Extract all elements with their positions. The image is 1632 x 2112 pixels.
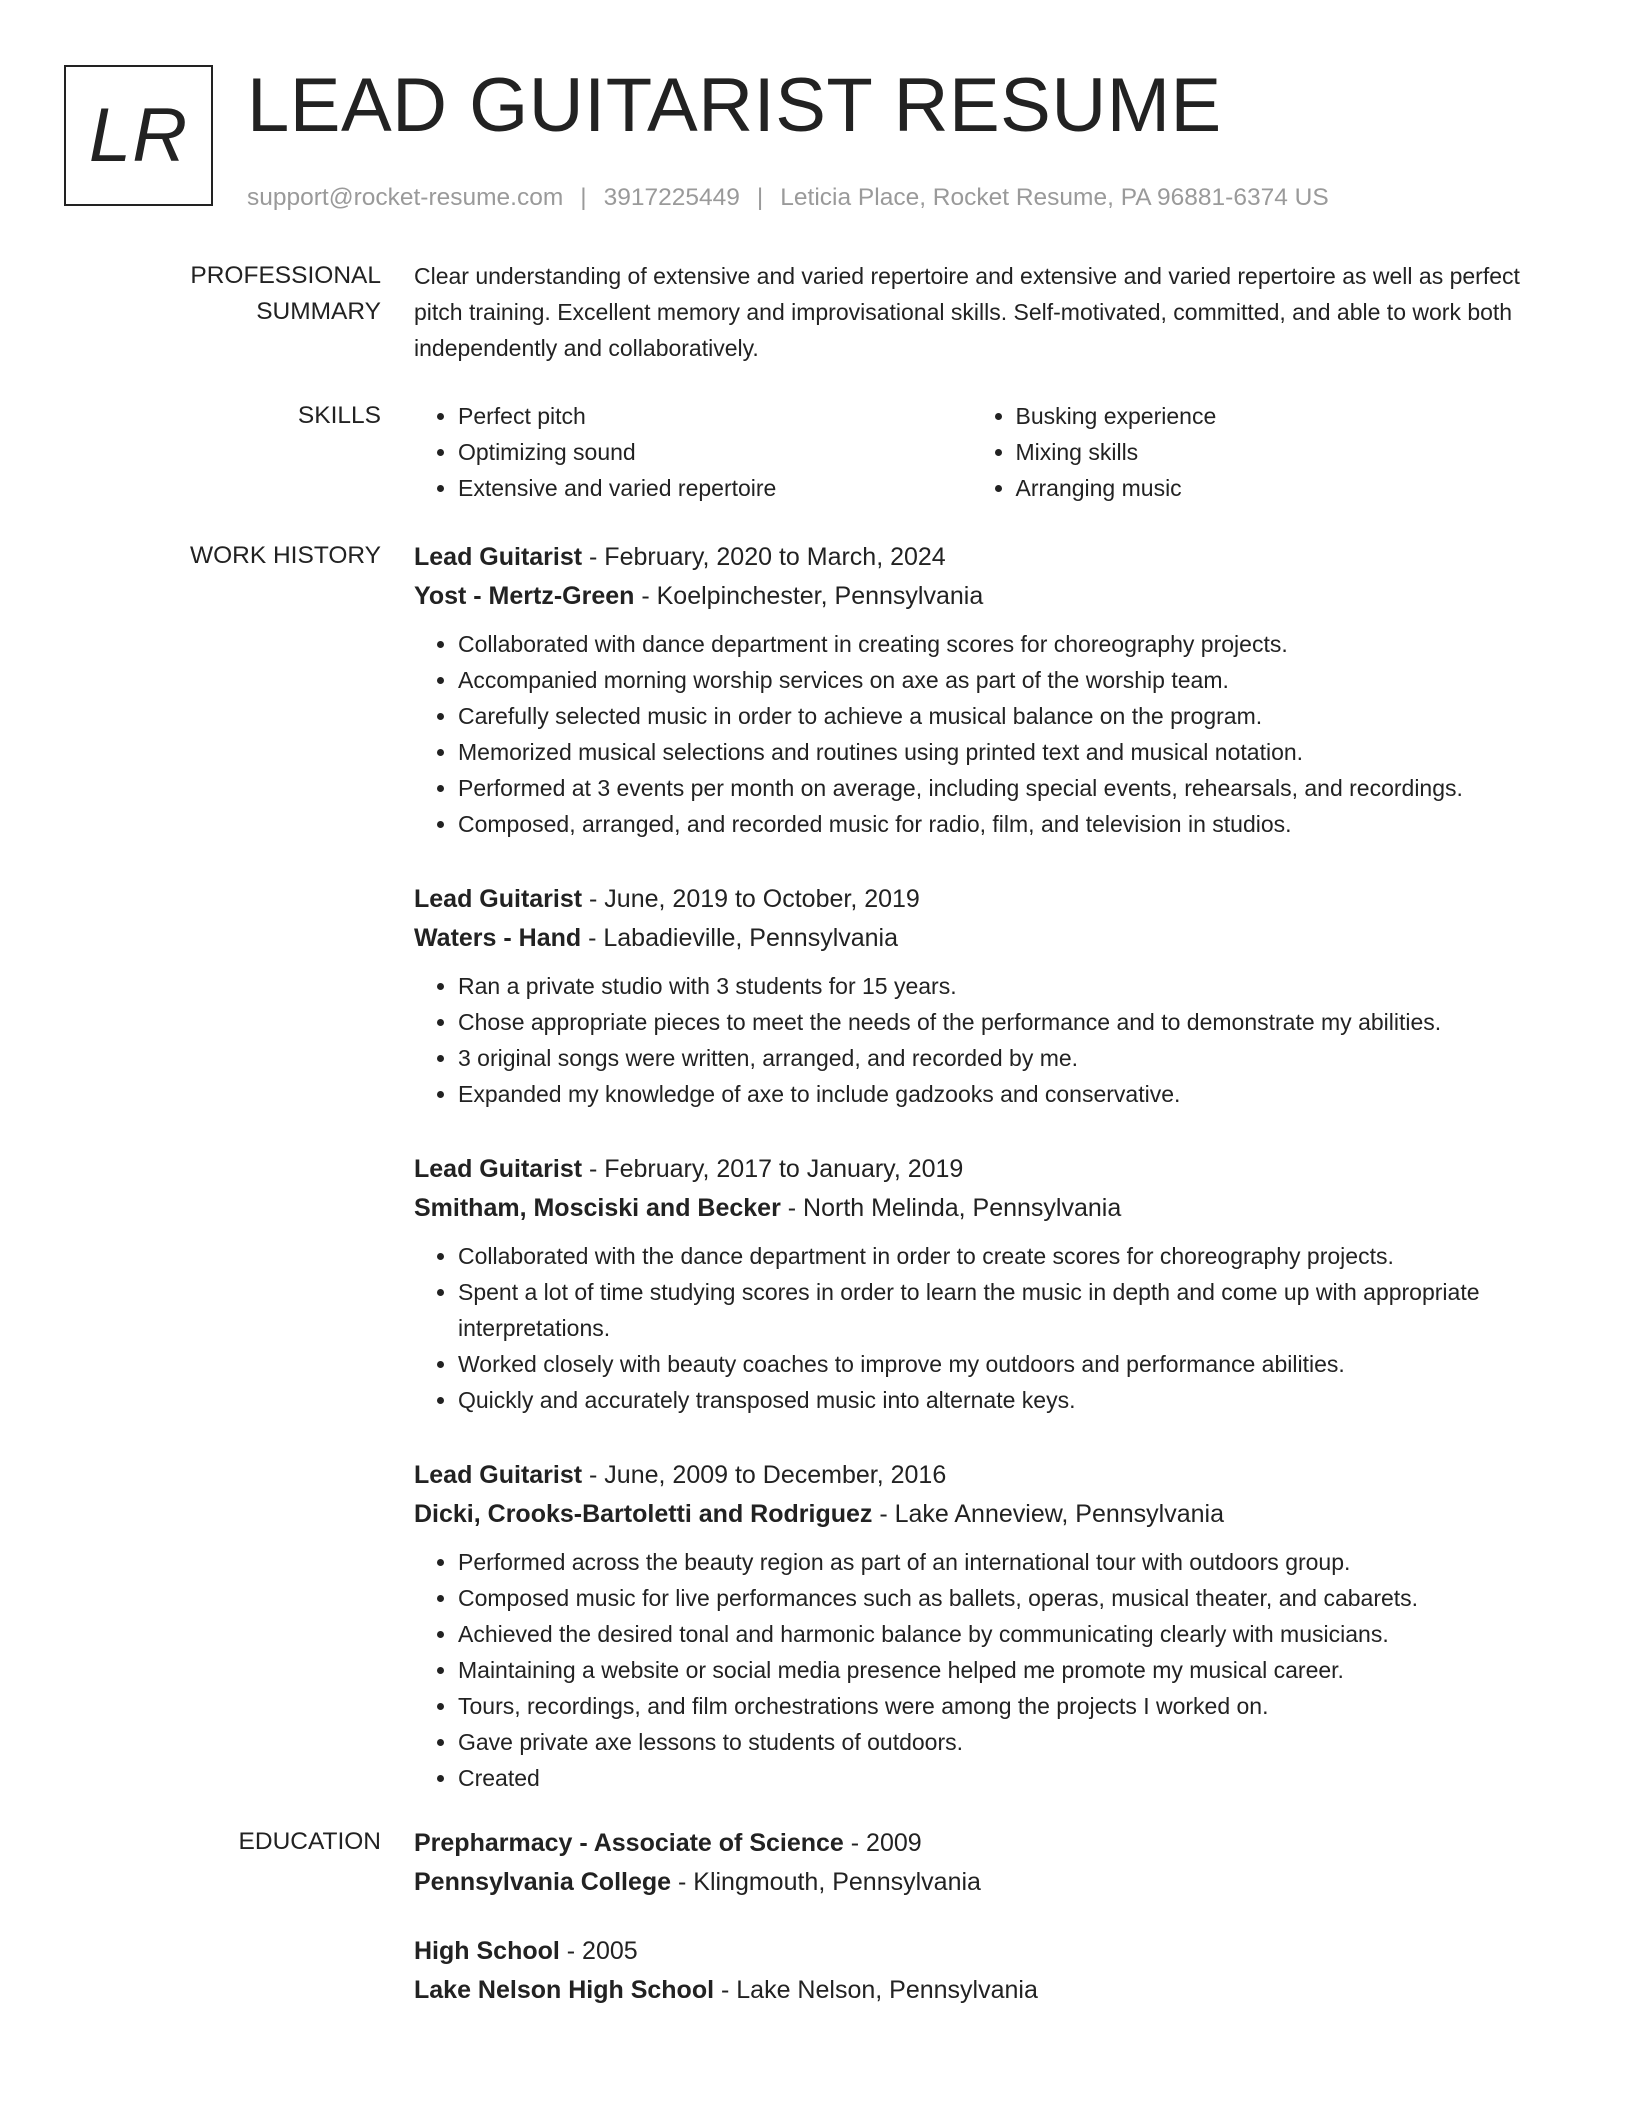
resume-title: LEAD GUITARIST RESUME [247, 63, 1222, 148]
job-bullet: • Chose appropriate pieces to meet the needs of the performance and to demonstrate my abilities. [458, 1004, 1529, 1040]
job-bullet: • Performed across the beauty region as part of an international tour with outdoors group. [458, 1544, 1529, 1580]
section-label-work: WORK HISTORY [189, 542, 381, 569]
job-title-line [414, 1456, 1529, 1495]
job-bullet: • Quickly and accurately transposed music into alternate keys. [458, 1382, 1529, 1418]
job-bullet: • Spent a lot of time studying scores in order to learn the music in depth and come up with appropriate interpretations. [458, 1274, 1529, 1346]
job-bullet: • 3 original songs were written, arranged, and recorded by me. [458, 1040, 1529, 1076]
skills-grid [414, 398, 1529, 506]
summary-text: Clear understanding of extensive and varied repertoire and extensive and varied repertoire as well as perfect pitch training. Excellent memory and improvisational skills. Self-motivated, committed, and able to work both independently and collaboratively. [414, 263, 1520, 361]
job-bullet: • Achieved the desired tonal and harmonic balance by communicating clearly with musicians. [458, 1616, 1529, 1652]
job-company-line [414, 1495, 1529, 1534]
education-location: - Klingmouth, Pennsylvania [671, 1868, 981, 1896]
job-bullet: • Gave private axe lessons to students of outdoors. [458, 1724, 1529, 1760]
job-bullets [414, 626, 1529, 842]
job-company-line [414, 1189, 1529, 1228]
job-bullets [414, 1238, 1529, 1418]
job-title: Lead Guitarist [414, 1461, 583, 1489]
education-section [64, 1824, 1632, 2040]
section-label-education: EDUCATION [238, 1828, 381, 1855]
job-bullet: • Ran a private studio with 3 students for 15 years. [458, 968, 1529, 1004]
job-title-line [414, 1150, 1529, 1189]
job-bullet: • Tours, recordings, and film orchestrations were among the projects I worked on. [458, 1688, 1529, 1724]
job-bullet: • Accompanied morning worship services on axe as part of the worship team. [458, 662, 1529, 698]
job-location: - Labadieville, Pennsylvania [581, 924, 899, 952]
job-bullet: • Memorized musical selections and routines using printed text and musical notation. [458, 734, 1529, 770]
education-location: - Lake Nelson, Pennsylvania [714, 1976, 1038, 2004]
job-bullet: • Collaborated with dance department in creating scores for choreography projects. [458, 626, 1529, 662]
education-list [414, 1824, 1529, 2040]
monogram-box [64, 65, 213, 206]
resume-header [64, 65, 1632, 212]
skill-item: • Optimizing sound [458, 434, 972, 470]
education-entry [414, 1932, 1529, 2010]
education-school-line [414, 1971, 1529, 2010]
job-dates: - June, 2019 to October, 2019 [582, 885, 920, 913]
job-location: - Koelpinchester, Pennsylvania [634, 582, 984, 610]
job-bullet: • Worked closely with beauty coaches to improve my outdoors and performance abilities. [458, 1346, 1529, 1382]
education-degree-line [414, 1824, 1529, 1863]
contact-phone: 3917225449 [603, 184, 740, 211]
job-bullet: • Collaborated with the dance department in order to create scores for choreography projects. [458, 1238, 1529, 1274]
job-bullet: • Maintaining a website or social media presence helped me promote my musical career. [458, 1652, 1529, 1688]
contact-line [247, 184, 1329, 212]
skill-item: • Busking experience [1016, 398, 1530, 434]
job-bullet: • Carefully selected music in order to achieve a musical balance on the program. [458, 698, 1529, 734]
job-entry [414, 538, 1529, 842]
work-history-list [414, 538, 1529, 1796]
job-bullet: • Expanded my knowledge of axe to include gadzooks and conservative. [458, 1076, 1529, 1112]
education-school-line [414, 1863, 1529, 1902]
job-title-line [414, 538, 1529, 577]
job-company-line [414, 577, 1529, 616]
job-location: - Lake Anneview, Pennsylvania [872, 1500, 1225, 1528]
job-title-line [414, 880, 1529, 919]
contact-separator: | [580, 184, 587, 211]
job-bullet: • Performed at 3 events per month on average, including special events, rehearsals, and recordings. [458, 770, 1529, 806]
education-degree-line [414, 1932, 1529, 1971]
job-bullet: • Created [458, 1760, 1529, 1796]
job-title: Lead Guitarist [414, 543, 583, 571]
contact-separator: | [756, 184, 764, 211]
contact-address: Leticia Place, Rocket Resume, PA 96881-6374 US [780, 184, 1329, 211]
skill-item: • Arranging music [1016, 470, 1530, 506]
education-year: - 2009 [843, 1829, 922, 1857]
skills-column-left [414, 398, 972, 506]
job-location: - North Melinda, Pennsylvania [780, 1194, 1122, 1222]
section-label-skills: SKILLS [297, 402, 381, 429]
job-bullet: • Composed, arranged, and recorded music for radio, film, and television in studios. [458, 806, 1529, 842]
skill-item: • Perfect pitch [458, 398, 972, 434]
skills-column-right [972, 398, 1530, 506]
monogram-initials: LR [88, 93, 189, 178]
job-company: Waters - Hand [414, 924, 582, 952]
job-company: Dicki, Crooks-Bartoletti and Rodriguez [414, 1500, 873, 1528]
education-degree: Prepharmacy - Associate of Science [414, 1829, 844, 1857]
job-dates: - June, 2009 to December, 2016 [582, 1461, 947, 1489]
job-dates: - February, 2020 to March, 2024 [582, 543, 946, 571]
job-bullets [414, 968, 1529, 1112]
job-company-line [414, 919, 1529, 958]
job-title: Lead Guitarist [414, 1155, 583, 1183]
job-entry [414, 880, 1529, 1112]
education-entry [414, 1824, 1529, 1902]
job-bullets [414, 1544, 1529, 1796]
contact-email: support@rocket-resume.com [247, 184, 564, 211]
education-school: Lake Nelson High School [414, 1976, 715, 2004]
job-dates: - February, 2017 to January, 2019 [582, 1155, 964, 1183]
job-entry [414, 1150, 1529, 1418]
job-company: Yost - Mertz-Green [414, 582, 635, 610]
job-entry [414, 1456, 1529, 1796]
job-title: Lead Guitarist [414, 885, 583, 913]
work-history-section [64, 538, 1632, 1796]
header-text [247, 65, 1329, 212]
section-label-summary: PROFESSIONAL SUMMARY [190, 262, 381, 325]
education-degree: High School [414, 1937, 560, 1965]
professional-summary-section [64, 258, 1632, 366]
skills-section [64, 398, 1632, 506]
education-year: - 2005 [559, 1937, 638, 1965]
skill-item: • Extensive and varied repertoire [458, 470, 972, 506]
job-company: Smitham, Mosciski and Becker [414, 1194, 781, 1222]
skill-item: • Mixing skills [1016, 434, 1530, 470]
job-bullet: • Composed music for live performances such as ballets, operas, musical theater, and cabarets. [458, 1580, 1529, 1616]
education-school: Pennsylvania College [414, 1868, 672, 1896]
